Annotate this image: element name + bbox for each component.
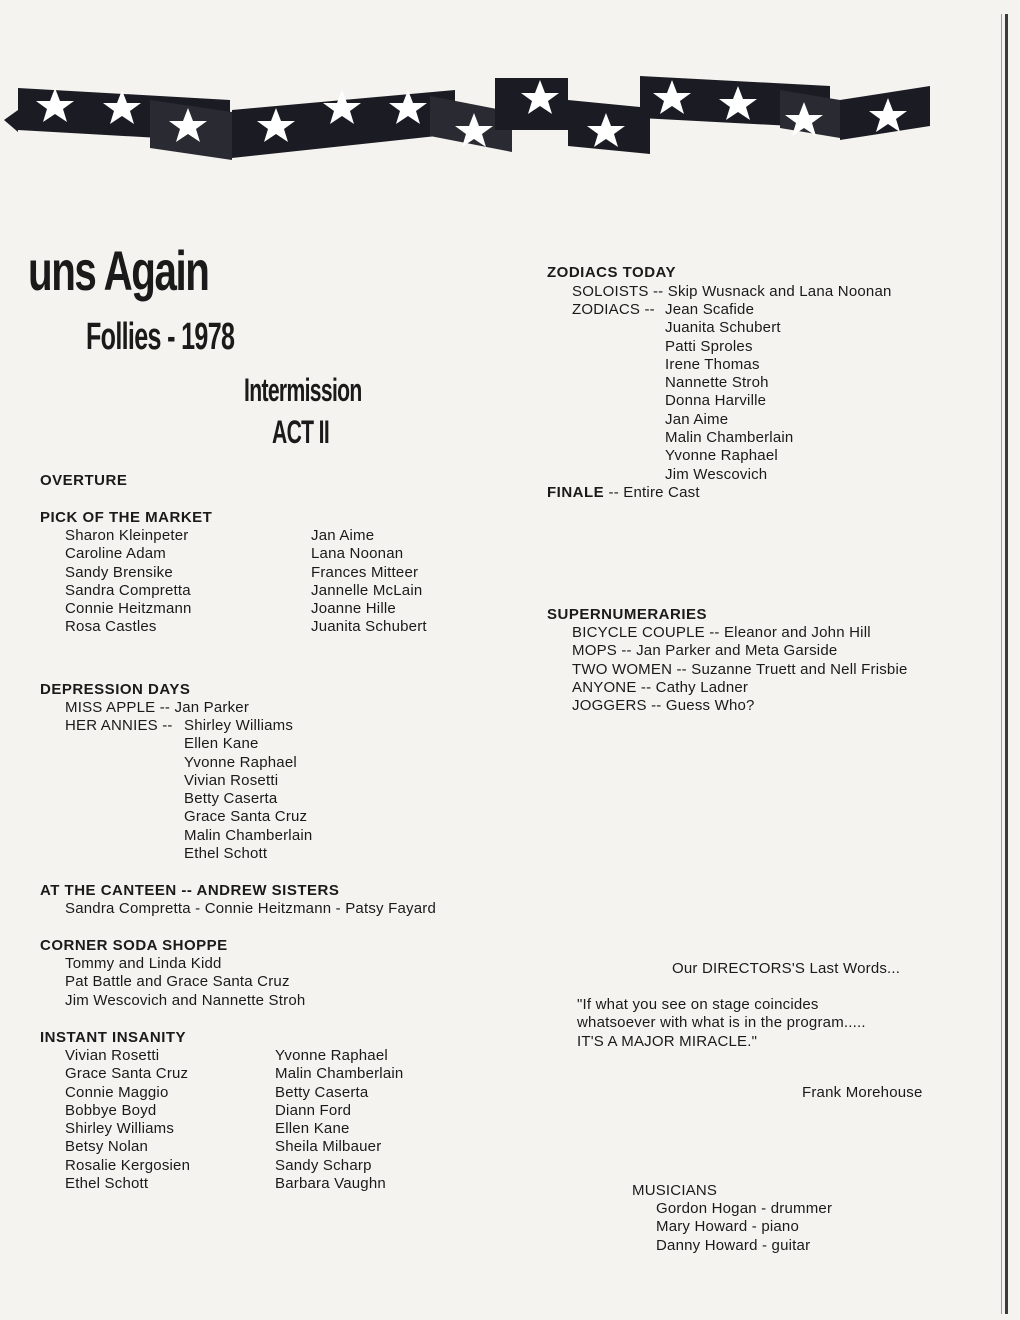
cast-name: Donna Harville [665, 392, 767, 410]
cast-name: Ellen Kane [184, 735, 259, 753]
quote-line: IT'S A MAJOR MIRACLE." [577, 1032, 758, 1050]
musician-line: Gordon Hogan - drummer [656, 1200, 833, 1217]
musicians-section [632, 1182, 717, 1200]
role-line: MISS APPLE -- Jan Parker [65, 699, 250, 716]
cast-name: Nannette Stroh [665, 374, 769, 392]
cast-line: Tommy and Linda Kidd [65, 955, 222, 972]
star-ribbon-banner [0, 60, 1000, 170]
role-line: BICYCLE COUPLE -- Eleanor and John Hill [572, 624, 871, 641]
cast-name: Jannelle McLain [311, 581, 423, 599]
quote-line: "If what you see on stage coincides [577, 996, 819, 1013]
cast-name: Jan Aime [665, 410, 729, 428]
cast-name: Grace Santa Cruz [65, 1065, 189, 1083]
supernumeraries-section [547, 606, 707, 624]
cast-name: Yvonne Raphael [184, 753, 297, 771]
quote-line: whatsoever with what is in the program..... [577, 1014, 866, 1032]
cast-name: Jim Wescovich [665, 465, 768, 483]
cast-name: Malin Chamberlain [275, 1065, 404, 1083]
headline-intermission: Intermission [244, 372, 362, 408]
cast-name: Vivian Rosetti [65, 1047, 160, 1064]
instant-insanity-left [65, 1047, 190, 1193]
cast-name: Patti Sproles [665, 337, 753, 355]
cast-name: Frances Mitteer [311, 563, 419, 581]
role-label: ZODIACS -- [572, 301, 655, 319]
cast-name: Barbara Vaughn [275, 1175, 386, 1193]
cast-name: Sandy Brensike [65, 563, 173, 581]
section-heading: AT THE CANTEEN -- ANDREW SISTERS [40, 882, 340, 899]
annies-list [184, 717, 312, 863]
canteen-section [40, 882, 339, 900]
cast-name: Jan Aime [311, 527, 375, 544]
cast-name: Grace Santa Cruz [184, 808, 308, 826]
pick-of-market-right [311, 527, 427, 637]
finale-line [547, 484, 700, 502]
finale-text: -- Entire Cast [604, 484, 700, 501]
musicians-list [656, 1200, 832, 1255]
section-heading: DEPRESSION DAYS [40, 681, 191, 698]
cast-name: Yvonne Raphael [665, 447, 778, 465]
soda-shoppe-cast [65, 955, 305, 1010]
cast-name: Ethel Schott [184, 845, 268, 863]
section-heading: INSTANT INSANITY [40, 1029, 187, 1046]
cast-name: Sheila Milbauer [275, 1138, 382, 1156]
cast-name: Juanita Schubert [665, 319, 781, 337]
headline-follies: Follies - 1978 [86, 316, 235, 358]
cast-name: Shirley Williams [184, 717, 294, 734]
role-label: HER ANNIES -- [65, 717, 173, 735]
role-line: MOPS -- Jan Parker and Meta Garside [572, 642, 838, 660]
cast-name: Betty Caserta [184, 790, 278, 808]
cast-line: Jim Wescovich and Nannette Stroh [65, 991, 306, 1009]
supernumeraries-list [572, 624, 908, 715]
cast-name: Rosa Castles [65, 618, 157, 636]
soda-shoppe-section [40, 937, 228, 955]
cast-line: Sandra Compretta - Connie Heitzmann - Patsy Fayard [65, 900, 436, 917]
canteen-cast [65, 900, 436, 918]
instant-insanity-section [40, 1029, 186, 1047]
cast-name: Juanita Schubert [311, 618, 427, 636]
cast-name: Ellen Kane [275, 1120, 350, 1138]
musician-line: Mary Howard - piano [656, 1218, 800, 1236]
cast-name: Connie Heitzmann [65, 600, 192, 618]
cast-name: Lana Noonan [311, 545, 404, 563]
page-edge [1005, 14, 1008, 1314]
role-line: TWO WOMEN -- Suzanne Truett and Nell Frisbie [572, 660, 908, 678]
cast-name: Bobbye Boyd [65, 1101, 157, 1119]
section-heading: CORNER SODA SHOPPE [40, 937, 228, 954]
zodiacs-members [665, 301, 793, 484]
instant-insanity-right [275, 1047, 403, 1193]
cast-name: Caroline Adam [65, 545, 166, 563]
directors-signature [802, 1084, 923, 1102]
cast-name: Sandra Compretta [65, 581, 191, 599]
overture-section [40, 472, 127, 490]
depression-days-section [40, 681, 190, 699]
cast-name: Rosalie Kergosien [65, 1156, 191, 1174]
directors-quote [577, 996, 866, 1051]
cast-name: Malin Chamberlain [665, 429, 794, 447]
role-line: ANYONE -- Cathy Ladner [572, 678, 749, 696]
cast-name: Shirley Williams [65, 1120, 175, 1138]
zodiacs-section [547, 264, 676, 282]
headline-runs-again: uns Again [28, 239, 209, 302]
cast-name: Betsy Nolan [65, 1138, 149, 1156]
cast-name: Vivian Rosetti [184, 771, 279, 789]
section-heading: SUPERNUMERARIES [547, 606, 708, 623]
section-heading: ZODIACS TODAY [547, 264, 677, 281]
page-edge-inner [1001, 14, 1002, 1314]
finale-label: FINALE [547, 484, 605, 501]
headline-act: ACT II [272, 414, 330, 450]
cast-name: Betty Caserta [275, 1083, 369, 1101]
cast-name: Joanne Hille [311, 600, 396, 618]
pick-of-market-left [65, 527, 192, 637]
cast-name: Malin Chamberlain [184, 826, 313, 844]
role-line: SOLOISTS -- Skip Wusnack and Lana Noonan [572, 283, 892, 300]
role-line: JOGGERS -- Guess Who? [572, 697, 755, 715]
musician-line: Danny Howard - guitar [656, 1236, 811, 1254]
directors-title: Our DIRECTORS'S Last Words... [672, 960, 901, 977]
directors-heading [672, 960, 900, 978]
cast-name: Ethel Schott [65, 1175, 149, 1193]
cast-name: Sandy Scharp [275, 1156, 372, 1174]
cast-name: Irene Thomas [665, 355, 760, 373]
cast-name: Diann Ford [275, 1101, 352, 1119]
pick-of-market-section [40, 509, 212, 527]
cast-name: Connie Maggio [65, 1083, 169, 1101]
section-heading: PICK OF THE MARKET [40, 509, 213, 526]
cast-name: Yvonne Raphael [275, 1047, 388, 1064]
musicians-heading: MUSICIANS [632, 1182, 718, 1199]
signature-name: Frank Morehouse [802, 1084, 923, 1101]
cast-line: Pat Battle and Grace Santa Cruz [65, 973, 290, 991]
overture-heading: OVERTURE [40, 472, 128, 489]
cast-name: Sharon Kleinpeter [65, 527, 189, 544]
cast-name: Jean Scafide [665, 301, 755, 318]
